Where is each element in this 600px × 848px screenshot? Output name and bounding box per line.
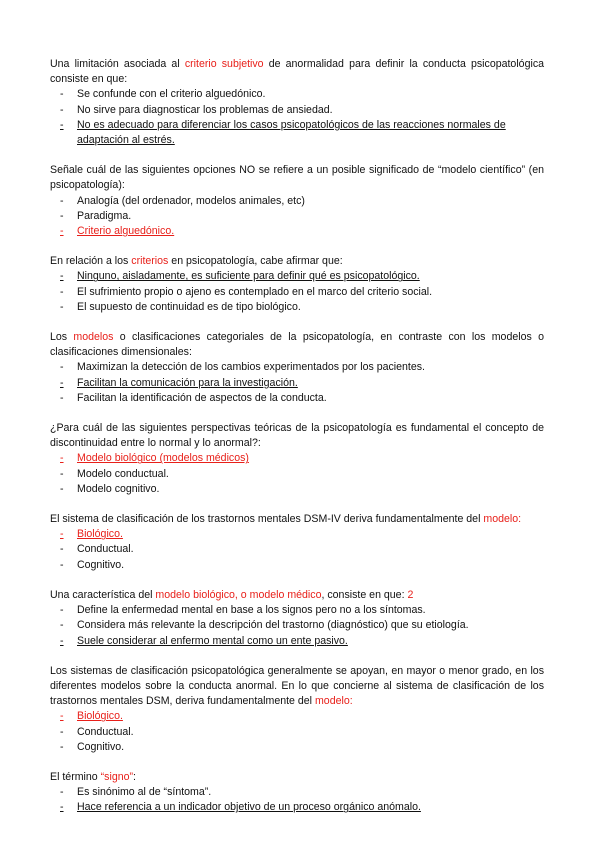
- stem-text: ¿Para cuál de las siguientes perspectivas teóricas de la psicopatología es fundamental el concepto de discontinuidad entre lo normal y lo anormal?:: [50, 422, 544, 450]
- bullet-dash: -: [60, 88, 64, 101]
- option-correct: [50, 224, 544, 239]
- option-correct: [50, 118, 544, 148]
- option-correct: [50, 269, 544, 284]
- option-text: Maximizan la detección de los cambios experimentados por los pacientes.: [77, 361, 426, 374]
- stem-text: En relación a los: [50, 255, 132, 268]
- bullet-dash: -: [60, 209, 64, 222]
- stem-text: de anormalidad para definir la conducta psicopatológica consiste en que:: [50, 58, 545, 86]
- stem-text: o clasificaciones categoriales de la psicopatología, en contraste con los modelos o clasificaciones dimensionales:: [50, 331, 544, 359]
- highlighted-term: 2: [407, 588, 414, 601]
- option-text: Se confunde con el criterio alguedónico.: [77, 88, 266, 101]
- bullet-dash: -: [60, 467, 64, 480]
- question-block: [50, 330, 544, 406]
- option-list: [50, 527, 544, 573]
- bullet-dash: -: [60, 543, 64, 556]
- option-list: [50, 603, 544, 649]
- option: [50, 740, 544, 755]
- stem-text: :: [133, 770, 136, 783]
- option-text: Paradigma.: [77, 209, 132, 222]
- option: [50, 558, 544, 573]
- question-stem: [50, 330, 544, 360]
- option: [50, 103, 544, 118]
- option: [50, 391, 544, 406]
- option: [50, 725, 544, 740]
- bullet-dash: -: [60, 634, 64, 647]
- option: [50, 87, 544, 102]
- option-text: El sufrimiento propio o ajeno es contemplado en el marco del criterio social.: [77, 285, 433, 298]
- option-text: Facilitan la comunicación para la investigación.: [77, 376, 298, 389]
- highlighted-term: modelos: [73, 331, 114, 344]
- option: [50, 785, 544, 800]
- highlighted-term: modelo:: [483, 513, 522, 526]
- stem-text: Los: [50, 331, 74, 344]
- option: [50, 360, 544, 375]
- option-text: No es adecuado para diferenciar los casos psicopatológicos de las reacciones normales de adaptación al estrés.: [77, 118, 506, 147]
- question-block: [50, 770, 544, 816]
- highlighted-term: criterios: [131, 255, 169, 268]
- option-list: [50, 709, 544, 755]
- stem-text: Los sistemas de clasificación psicopatológica generalmente se apoyan, en mayor o menor grado, en los diferentes modelos sobre la conducta anormal. En lo que concierne al sistema de clasificación de los trastornos mentales DSM, deriva fundamentalmente del: [50, 664, 544, 708]
- highlighted-term: criterio subjetivo: [184, 58, 264, 70]
- question-block: [50, 57, 544, 148]
- bullet-dash: -: [60, 725, 64, 738]
- option-text: Modelo conductual.: [77, 467, 169, 480]
- option-list: [50, 451, 544, 497]
- option-text: Conductual.: [77, 543, 134, 556]
- stem-text: Señale cuál de las siguientes opciones NO se refiere a un posible significado de “modelo científico” (en psicopatología):: [50, 164, 544, 192]
- option-text: Considera más relevante la descripción del trastorno (diagnóstico) que su etiología.: [77, 619, 469, 632]
- bullet-dash: -: [60, 225, 64, 238]
- question-block: [50, 664, 544, 755]
- bullet-dash: -: [60, 482, 64, 495]
- bullet-dash: -: [60, 710, 64, 723]
- bullet-dash: -: [60, 786, 64, 799]
- bullet-dash: -: [60, 528, 64, 541]
- bullet-dash: -: [60, 619, 64, 632]
- question-stem: [50, 254, 544, 269]
- option-list: [50, 194, 544, 240]
- question-stem: [50, 588, 544, 603]
- option-correct: [50, 709, 544, 724]
- option: [50, 467, 544, 482]
- stem-text: en psicopatología, cabe afirmar que:: [168, 255, 343, 268]
- bullet-dash: -: [60, 270, 64, 283]
- option: [50, 482, 544, 497]
- option-text: Modelo cognitivo.: [77, 482, 160, 495]
- question-stem: [50, 770, 544, 785]
- option-correct: [50, 376, 544, 391]
- highlighted-term: “signo”: [100, 770, 134, 783]
- option-text: Criterio alguedónico.: [77, 225, 175, 238]
- bullet-dash: -: [60, 285, 64, 298]
- option: [50, 209, 544, 224]
- question-block: [50, 512, 544, 573]
- option: [50, 194, 544, 209]
- option-list: [50, 360, 544, 406]
- option-text: Biológico.: [77, 528, 123, 541]
- option-list: [50, 785, 544, 815]
- option: [50, 618, 544, 633]
- question-stem: [50, 57, 544, 87]
- document-page: [50, 57, 544, 831]
- option-text: Ninguno, aisladamente, es suficiente para definir qué es psicopatológico.: [77, 270, 420, 283]
- stem-text: Una limitación asociada al: [50, 58, 185, 70]
- option-list: [50, 87, 544, 148]
- option-correct: [50, 527, 544, 542]
- option-text: Suele considerar al enfermo mental como un ente pasivo.: [77, 634, 348, 647]
- option: [50, 300, 544, 315]
- question-stem: [50, 421, 544, 451]
- question-block: [50, 163, 544, 239]
- highlighted-term: modelo biológico, o modelo médico: [155, 588, 322, 601]
- bullet-dash: -: [60, 740, 64, 753]
- question-block: [50, 588, 544, 649]
- option-text: Modelo biológico (modelos médicos): [77, 452, 249, 465]
- option-correct: [50, 800, 544, 815]
- option-text: Conductual.: [77, 725, 134, 738]
- option-text: Define la enfermedad mental en base a los signos pero no a los síntomas.: [77, 604, 426, 617]
- stem-text: El sistema de clasificación de los trastornos mentales DSM-IV deriva fundamentalmente del: [50, 513, 484, 526]
- question-block: [50, 421, 544, 497]
- option-list: [50, 269, 544, 315]
- bullet-dash: -: [60, 558, 64, 571]
- question-stem: [50, 512, 544, 527]
- bullet-dash: -: [60, 604, 64, 617]
- option-correct: [50, 634, 544, 649]
- bullet-dash: -: [60, 300, 64, 313]
- question-block: [50, 254, 544, 315]
- option-text: No sirve para diagnosticar los problemas de ansiedad.: [77, 103, 333, 116]
- question-stem: [50, 163, 544, 193]
- highlighted-term: modelo:: [314, 695, 353, 708]
- option-text: Hace referencia a un indicador objetivo de un proceso orgánico anómalo.: [77, 801, 421, 814]
- bullet-dash: -: [60, 376, 64, 389]
- stem-text: Una característica del: [50, 588, 156, 601]
- option-text: Analogía (del ordenador, modelos animales, etc): [77, 194, 305, 207]
- bullet-dash: -: [60, 118, 64, 131]
- stem-text: El término: [50, 770, 101, 783]
- option: [50, 603, 544, 618]
- question-stem: [50, 664, 544, 710]
- option-text: El supuesto de continuidad es de tipo biológico.: [77, 300, 301, 313]
- option-text: Cognitivo.: [77, 558, 125, 571]
- bullet-dash: -: [60, 801, 64, 814]
- option-correct: [50, 451, 544, 466]
- stem-text: , consiste en que:: [321, 588, 408, 601]
- option-text: Es sinónimo al de “síntoma”.: [77, 786, 212, 799]
- option-text: Facilitan la identificación de aspectos de la conducta.: [77, 391, 327, 404]
- bullet-dash: -: [60, 194, 64, 207]
- option: [50, 285, 544, 300]
- bullet-dash: -: [60, 103, 64, 116]
- bullet-dash: -: [60, 361, 64, 374]
- bullet-dash: -: [60, 391, 64, 404]
- option-text: Cognitivo.: [77, 740, 125, 753]
- bullet-dash: -: [60, 452, 64, 465]
- option: [50, 542, 544, 557]
- option-text: Biológico.: [77, 710, 123, 723]
